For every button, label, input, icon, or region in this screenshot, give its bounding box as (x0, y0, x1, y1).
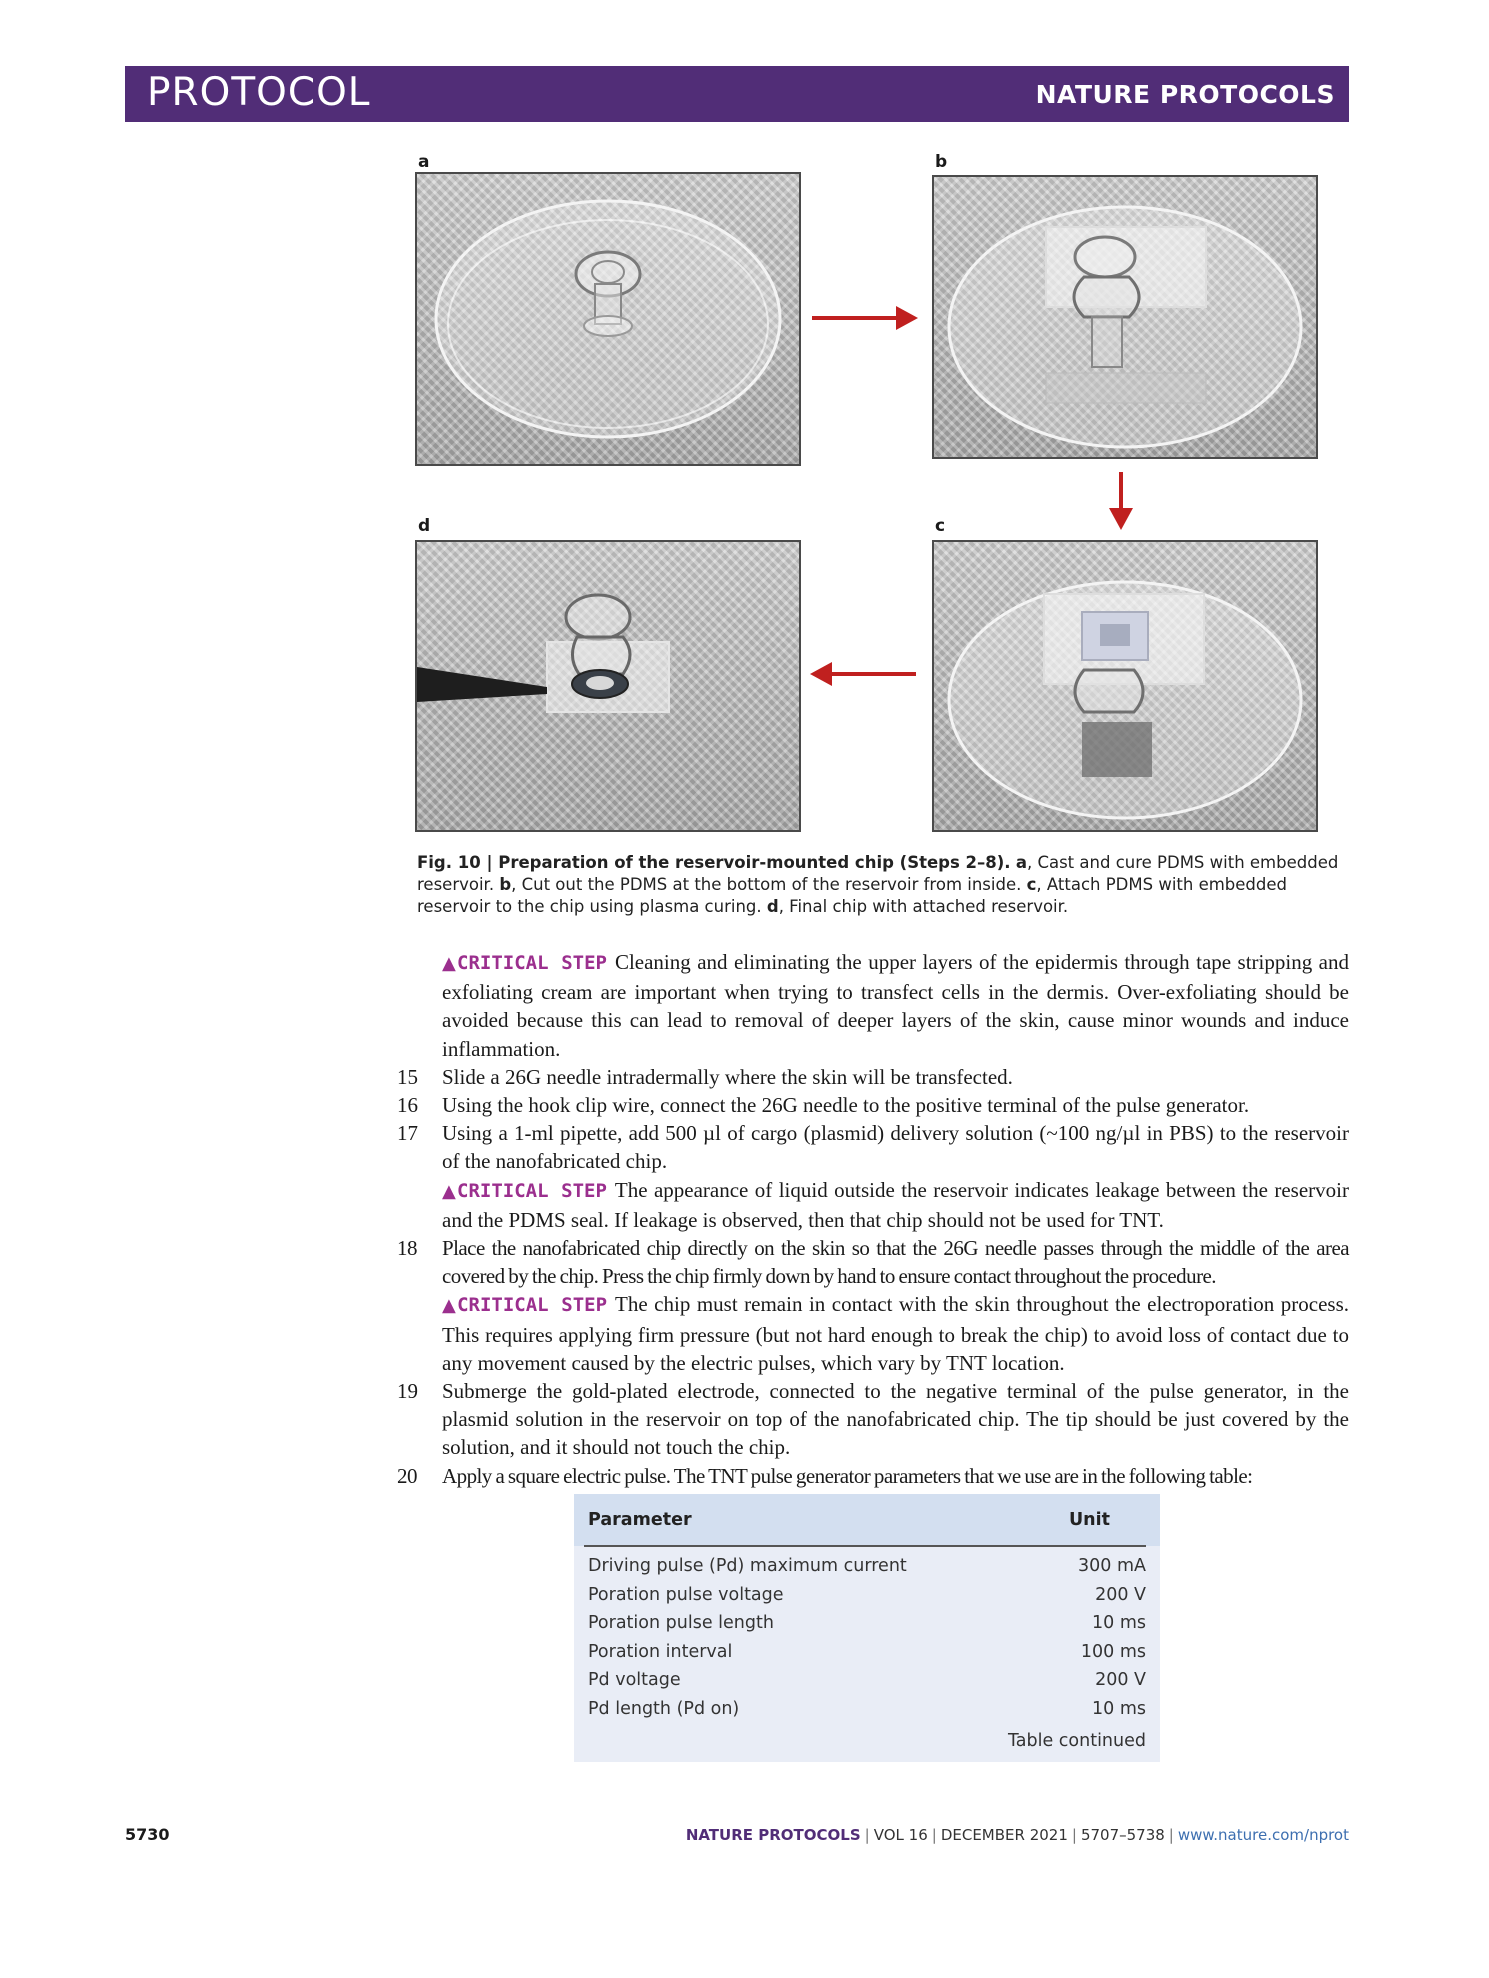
figure-caption (417, 852, 1349, 918)
cell-parameter: Pd voltage (588, 1670, 681, 1690)
table-row (574, 1613, 1160, 1642)
caption-text-d: , Final chip with attached reservoir. (778, 897, 1069, 916)
footer-citation: NATURE PROTOCOLS | VOL 16 | DECEMBER 2021 | 5707–5738 | www.nature.com/nprot (685, 1826, 1349, 1844)
step-18 (380, 1234, 1349, 1290)
step-text: Using a 1-ml pipette, add 500 µl of cargo (plasmid) delivery solution (~100 ng/µl in PBS) to the reservoir of the nanofabricated chip. (442, 1121, 1349, 1174)
journal-name: NATURE PROTOCOLS (1035, 80, 1335, 109)
photo-d-illustration (417, 542, 799, 830)
photo-b (932, 175, 1318, 459)
photo-c (932, 540, 1318, 832)
table-header (574, 1494, 1160, 1546)
step-number: 19 (397, 1379, 418, 1404)
photo-d (415, 540, 801, 832)
caption-label-c: c (1026, 875, 1037, 894)
step-number: 15 (397, 1064, 418, 1089)
caption-title: Fig. 10 | Preparation of the reservoir-mounted chip (Steps 2–8). (417, 853, 1011, 872)
step-number: 20 (397, 1463, 417, 1488)
triangle-icon: ▲ (442, 953, 458, 974)
arrow-right-icon (810, 300, 920, 336)
header-rule (584, 1545, 1146, 1547)
panel-label-b: b (935, 152, 948, 172)
step-number: 18 (397, 1236, 417, 1261)
critical-step-text: The appearance of liquid outside the reservoir indicates leakage between the reservoir and the PDMS seal. If leakage is observed, then that chip should not be used for TNT. (442, 1177, 1349, 1232)
step-20 (380, 1462, 1349, 1490)
step-text: Apply a square electric pulse. The TNT pulse generator parameters that we use are in the following table: (442, 1463, 1253, 1488)
footer-link[interactable]: www.nature.com/nprot (1177, 1826, 1349, 1844)
critical-step-label: ▲CRITICAL STEP (442, 1179, 607, 1202)
step-number: 17 (397, 1121, 418, 1146)
table-row (574, 1642, 1160, 1671)
table-row (574, 1699, 1160, 1728)
step-number: 16 (397, 1093, 418, 1118)
cell-parameter: Driving pulse (Pd) maximum current (588, 1556, 907, 1576)
caption-text-b: , Cut out the PDMS at the bottom of the reservoir from inside. (511, 875, 1022, 894)
cell-unit: 300 mA (1078, 1556, 1146, 1576)
parameter-table (574, 1494, 1160, 1762)
step-text: Slide a 26G needle intradermally where the skin will be transfected. (442, 1064, 1013, 1089)
caption-text-a: , Cast and cure PDMS with embedded reservoir. (417, 853, 1339, 894)
step-16 (380, 1091, 1349, 1119)
critical-step-18 (380, 1290, 1349, 1377)
cell-parameter: Poration pulse length (588, 1613, 774, 1633)
caption-text-c: , Attach PDMS with embedded reservoir to the chip using plasma curing. (417, 875, 1287, 916)
table-row (574, 1556, 1160, 1585)
cell-unit: 200 V (1095, 1584, 1146, 1605)
protocol-steps (380, 948, 1349, 1490)
cell-unit: 10 ms (1092, 1613, 1146, 1633)
step-15 (380, 1063, 1349, 1091)
critical-step-17 (380, 1176, 1349, 1234)
panel-label-c: c (935, 516, 946, 536)
critical-step-text: The chip must remain in contact with the skin throughout the electroporation process. This requires applying firm pressure (but not hard enough to break the chip) to avoid loss of contact due to any movement caused by the electric pulses, which vary by TNT location. (442, 1292, 1349, 1375)
table-continued-note: Table continued (1007, 1731, 1146, 1751)
cell-parameter: Poration pulse voltage (588, 1584, 784, 1605)
section-label: PROTOCOL (147, 70, 371, 115)
table-row (574, 1585, 1160, 1614)
step-text: Using the hook clip wire, connect the 26G needle to the positive terminal of the pulse generator. (442, 1093, 1250, 1118)
photo-a-illustration (417, 174, 799, 464)
header-unit: Unit (1068, 1510, 1110, 1530)
cell-parameter: Poration interval (588, 1641, 733, 1662)
panel-label-a: a (418, 152, 430, 172)
photo-a (415, 172, 801, 466)
step-19 (380, 1377, 1349, 1462)
caption-label-b: b (499, 875, 512, 894)
critical-step-label: ▲CRITICAL STEP (442, 1294, 608, 1317)
cell-unit: 200 V (1095, 1670, 1146, 1690)
cell-parameter: Pd length (Pd on) (588, 1698, 740, 1719)
caption-label-a: a (1015, 853, 1027, 872)
critical-step-label: ▲CRITICAL STEP (442, 952, 607, 974)
footer-journal: NATURE PROTOCOLS (685, 1826, 861, 1844)
critical-step-intro (380, 948, 1349, 1063)
caption-label-d: d (766, 897, 779, 916)
cell-unit: 100 ms (1080, 1641, 1146, 1662)
table-row (574, 1670, 1160, 1699)
footer-pages: 5707–5738 (1080, 1826, 1165, 1844)
cell-unit: 10 ms (1092, 1698, 1146, 1719)
photo-c-illustration (934, 542, 1316, 830)
step-text: Place the nanofabricated chip directly on the skin so that the 26G needle passes through the middle of the area covered by the chip. Press the chip firmly down by hand to ensure contact throughout the procedure. (442, 1236, 1349, 1289)
running-header (125, 66, 1349, 122)
triangle-icon: ▲ (442, 1295, 458, 1317)
header-parameter: Parameter (588, 1510, 692, 1530)
triangle-icon: ▲ (442, 1180, 458, 1202)
panel-label-d: d (418, 516, 431, 536)
photo-b-illustration (934, 177, 1316, 457)
footer-date: DECEMBER 2021 (940, 1826, 1068, 1844)
footer-volume: VOL 16 (873, 1826, 928, 1844)
arrow-down-icon (1103, 470, 1139, 532)
step-text: Submerge the gold-plated electrode, connected to the negative terminal of the pulse generator, in the plasmid solution in the reservoir on top of the nanofabricated chip. The tip should be just covered by the solution, and it should not touch the chip. (442, 1379, 1349, 1460)
step-17 (380, 1119, 1349, 1175)
arrow-left-icon (808, 656, 918, 692)
critical-step-intro-text: Cleaning and eliminating the upper layers of the epidermis through tape stripping and exfoliating cream are important when trying to transfect cells in the dermis. Over-exfoliating should be avoided because this can lead to removal of deeper layers of the skin, cause minor wounds and induce inflammation. (442, 950, 1349, 1061)
page-number: 5730 (125, 1825, 170, 1844)
